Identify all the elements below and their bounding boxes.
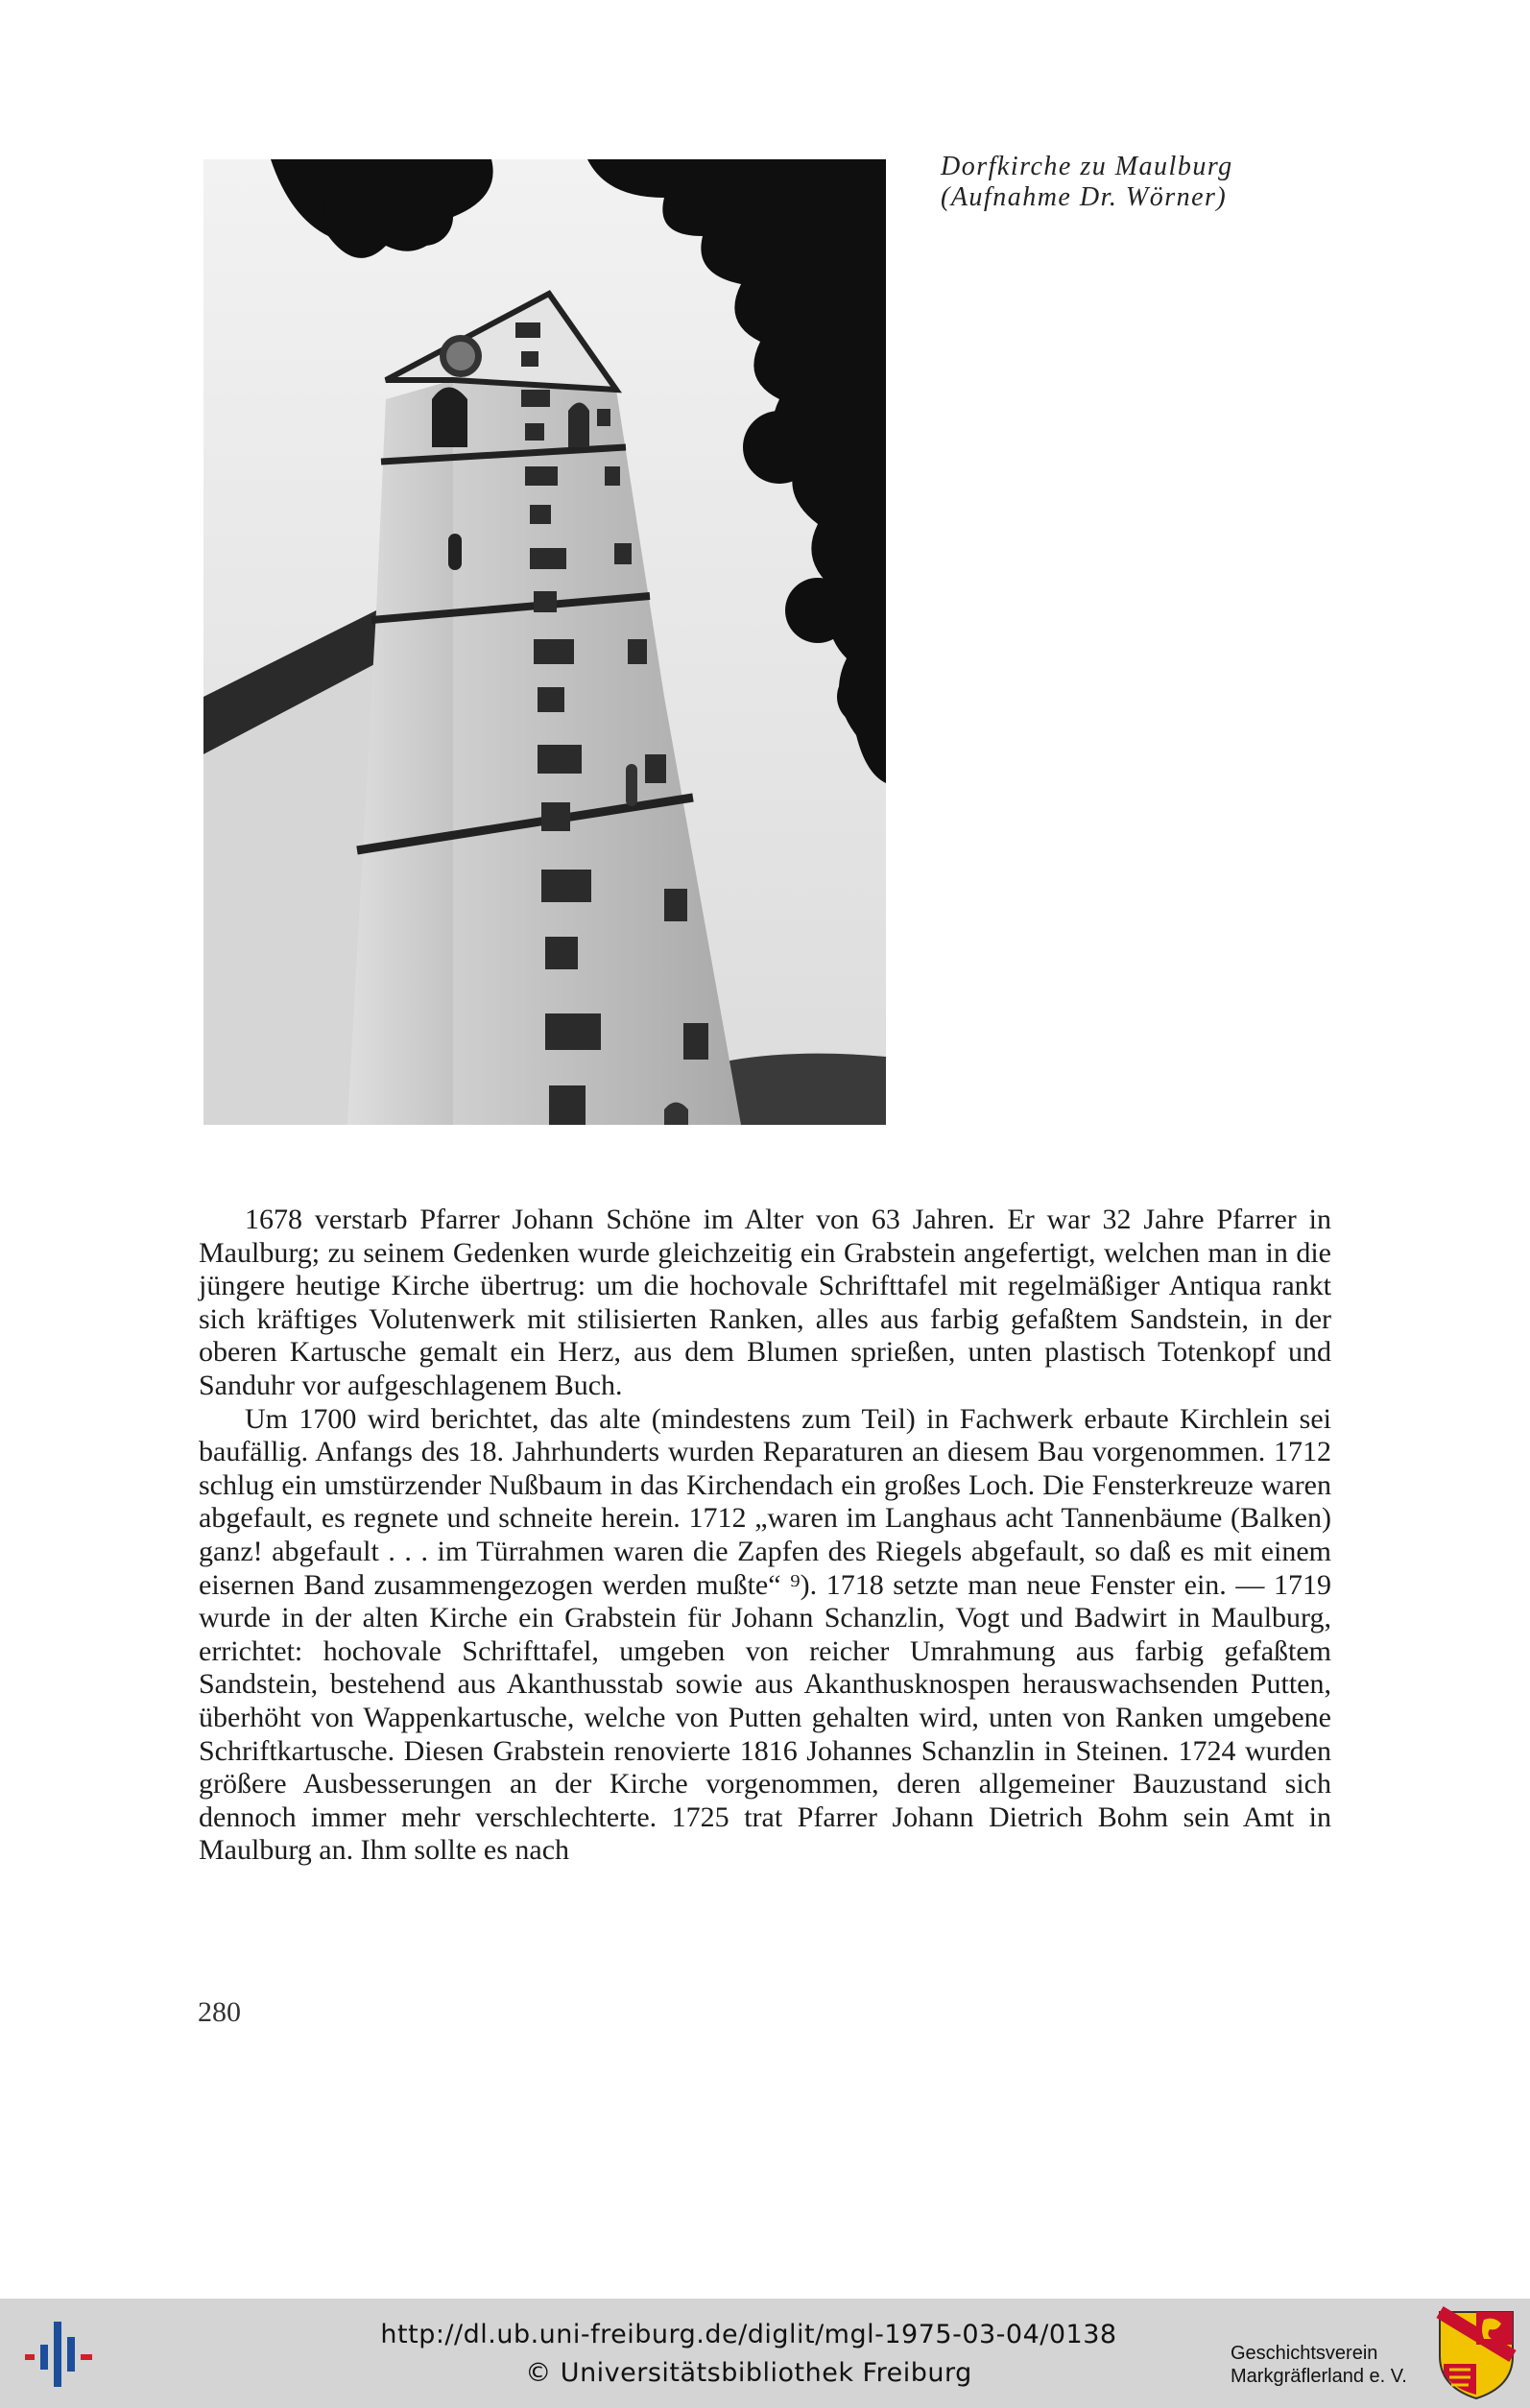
paragraph-2: Um 1700 wird berichtet, das alte (mindestens zum Teil) in Fachwerk erbaute Kirchlein sei baufällig. Anfangs des 18. Jahrhunderts wurden Reparaturen an diesem Bau vorgenommen. 1712 schlug ein umstürzender Nußbaum in das Kirchendach ein großes Loch. Die Fensterkreuze waren abgefault, es regnete und schneite herein. 1712 „waren im Langhaus acht Tannenbäume (Balken) ganz! abgefault . . . im Türrahmen waren die Zapfen des Riegels abgefault, so daß es mit einem eisernen Band zusammengezogen werden mußte“ ⁹). 1718 setzte man neue Fenster ein. — 1719 wurde in der alten Kirche ein Grabstein für Johann Schanzlin, Vogt und Badwirt in Maulburg, errichtet: hochovale Schrifttafel, umgeben von reicher Umrahmung aus farbig gefaßtem Sandstein, bestehend aus Akanthusstab sowie aus Akanthusknospen herauswachsenden Putten, überhöht von Wappenkartusche, welche von Putten gehalten wird, unten von Ranken umgebene Schriftkartusche. Diesen Grabstein renovierte 1816 Johannes Schanzlin in Steinen. 1724 wurden größere Ausbesserungen an der Kirche vorgenommen, deren allgemeiner Bauzustand sich dennoch immer mehr verschlechterte. 1725 trat Pfarrer Johann Dietrich Bohm sein Amt in Maulburg an. Ihm sollte es nach	[199, 1402, 1331, 1867]
ub-freiburg-logo-icon	[21, 2316, 98, 2393]
paragraph-1: 1678 verstarb Pfarrer Johann Schöne im Alter von 63 Jahren. Er war 32 Jahre Pfarrer in Maulburg; zu seinem Gedenken wurde gleichzeitig ein Grabstein angefertigt, welchen man in die jüngere heutige Kirche übertrug: um die hochovale Schrifttafel mit regelmäßiger Antiqua rankt sich kräftiges Volutenwerk mit stilisierten Ranken, alles aus farbig gefaßtem Sandstein, in der oberen Kartusche gemalt ein Herz, aus dem Blumen sprießen, unten plastisch Totenkopf und Sanduhr vor aufgeschlagenem Buch.	[199, 1204, 1331, 1401]
society-name	[1231, 2342, 1442, 2388]
church-photo	[203, 159, 886, 1125]
figure-caption	[941, 152, 1305, 213]
society-line-1: Geschichtsverein	[1231, 2343, 1378, 2364]
coat-of-arms-icon	[1434, 2306, 1518, 2402]
caption-credit: (Aufnahme Dr. Wörner)	[941, 182, 1228, 212]
body-text	[199, 1204, 1331, 1868]
document-url-link[interactable]: http://dl.ub.uni-freiburg.de/diglit/mgl-1975-03-04/0138	[380, 2320, 1117, 2349]
church-tower-image	[203, 159, 886, 1125]
page-number: 280	[198, 1996, 241, 2028]
society-line-2: Markgräflerland e. V.	[1231, 2366, 1407, 2387]
footer-bar	[0, 2299, 1530, 2408]
copyright-notice: © Universitätsbibliothek Freiburg	[525, 2358, 972, 2388]
caption-title: Dorfkirche zu Maulburg	[941, 152, 1233, 181]
